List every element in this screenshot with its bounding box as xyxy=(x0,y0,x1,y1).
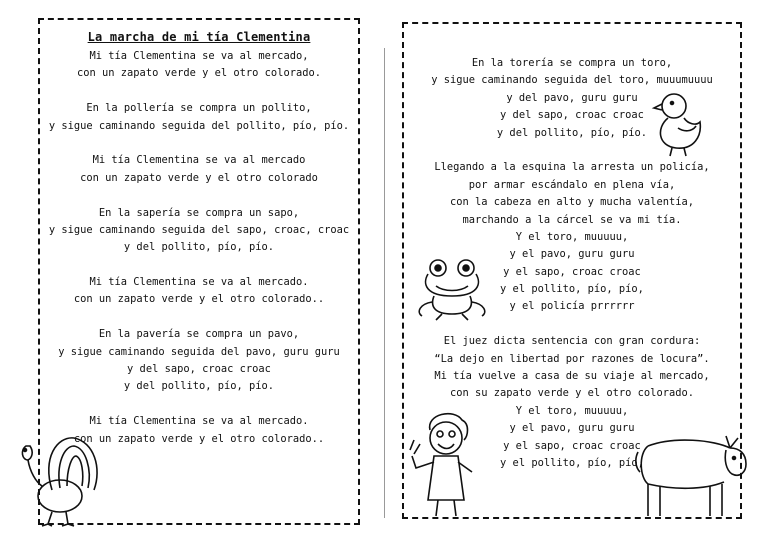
verse-line: Y el toro, muuuuu, xyxy=(515,404,629,417)
verse-line: y del pollito, pío, pío. xyxy=(123,241,275,254)
verse-line: y el pollito, pío, pío, xyxy=(500,456,644,469)
verse-line: marchando a la cárcel se va mi tía. xyxy=(462,213,682,226)
verse-line: con un zapato verde y el otro colorado. xyxy=(77,67,321,80)
verse-line: y el sapo, croac croac xyxy=(503,265,641,278)
center-fold-line xyxy=(384,48,385,518)
bull-illustration xyxy=(634,424,754,522)
verse-line: Mi tía vuelve a casa de su viaje al mercado, xyxy=(434,370,710,383)
verse-line: El juez dicta sentencia con gran cordura: xyxy=(443,335,701,348)
verse-spacer xyxy=(40,83,358,100)
verse-line: y del sapo, croac croac xyxy=(500,109,644,122)
verse-line: En la pavería se compra un pavo, xyxy=(98,328,300,341)
verse-line: Mi tía Clementina se va al mercado xyxy=(92,154,306,167)
verse-line: Y el toro, muuuuu, xyxy=(515,230,629,243)
chick-illustration xyxy=(650,88,710,158)
left-verses xyxy=(40,48,358,448)
verse-spacer xyxy=(40,396,358,413)
verse-line: y sigue caminando seguida del pollito, pío, pío. xyxy=(48,119,350,132)
verse-line: y sigue caminando seguida del sapo, croac, croac xyxy=(48,223,350,236)
verse-line: y del pavo, guru guru xyxy=(506,91,638,104)
turkey-illustration xyxy=(12,428,104,528)
song-title: La marcha de mi tía Clementina xyxy=(87,30,311,44)
verse-line: y el pollito, pío, pío, xyxy=(500,283,644,296)
verse-line: con su zapato verde y el otro colorado. xyxy=(450,387,694,400)
verse-line: y sigue caminando seguida del toro, muuumuuuu xyxy=(431,74,713,87)
verse-line: Llegando a la esquina la arresta un policía, xyxy=(434,161,710,174)
verse-line: por armar escándalo en plena vía, xyxy=(468,178,676,191)
verse-spacer xyxy=(40,187,358,204)
frog-illustration xyxy=(412,258,492,322)
verse-line: y el pavo, guru guru xyxy=(509,422,635,435)
verse-line: En la sapería se compra un sapo, xyxy=(98,206,300,219)
verse-line: y del pollito, pío, pío. xyxy=(496,126,648,139)
verse-spacer xyxy=(40,257,358,274)
verse-spacer xyxy=(40,309,358,326)
verse-line: con un zapato verde y el otro colorado.. xyxy=(73,432,325,445)
verse-line: Mi tía Clementina se va al mercado. xyxy=(89,276,309,289)
verse-line: y del pollito, pío, pío. xyxy=(123,380,275,393)
verse-line: En la pollería se compra un pollito, xyxy=(86,102,312,115)
verse-line: y sigue caminando seguida del pavo, guru guru xyxy=(58,345,340,358)
verse-line: y del sapo, croac croac xyxy=(127,363,271,376)
verse-line: y el sapo, croac croac xyxy=(503,439,641,452)
verse-line: Mi tía Clementina se va al mercado, xyxy=(89,50,309,62)
verse-line: “La dejo en libertad por razones de locura”. xyxy=(434,352,710,365)
verse-line: y el policía prrrrrr xyxy=(509,300,635,313)
verse-line: con un zapato verde y el otro colorado.. xyxy=(73,293,325,306)
verse-line: y el pavo, guru guru xyxy=(509,248,635,261)
verse-line: En la torería se compra un toro, xyxy=(471,57,673,69)
verse-line: con la cabeza en alto y mucha valentía, xyxy=(450,196,694,209)
verse-line: con un zapato verde y el otro colorado xyxy=(80,171,318,184)
verse-line: Mi tía Clementina se va al mercado. xyxy=(89,415,309,428)
verse-spacer xyxy=(40,135,358,152)
boy-illustration xyxy=(408,410,488,520)
